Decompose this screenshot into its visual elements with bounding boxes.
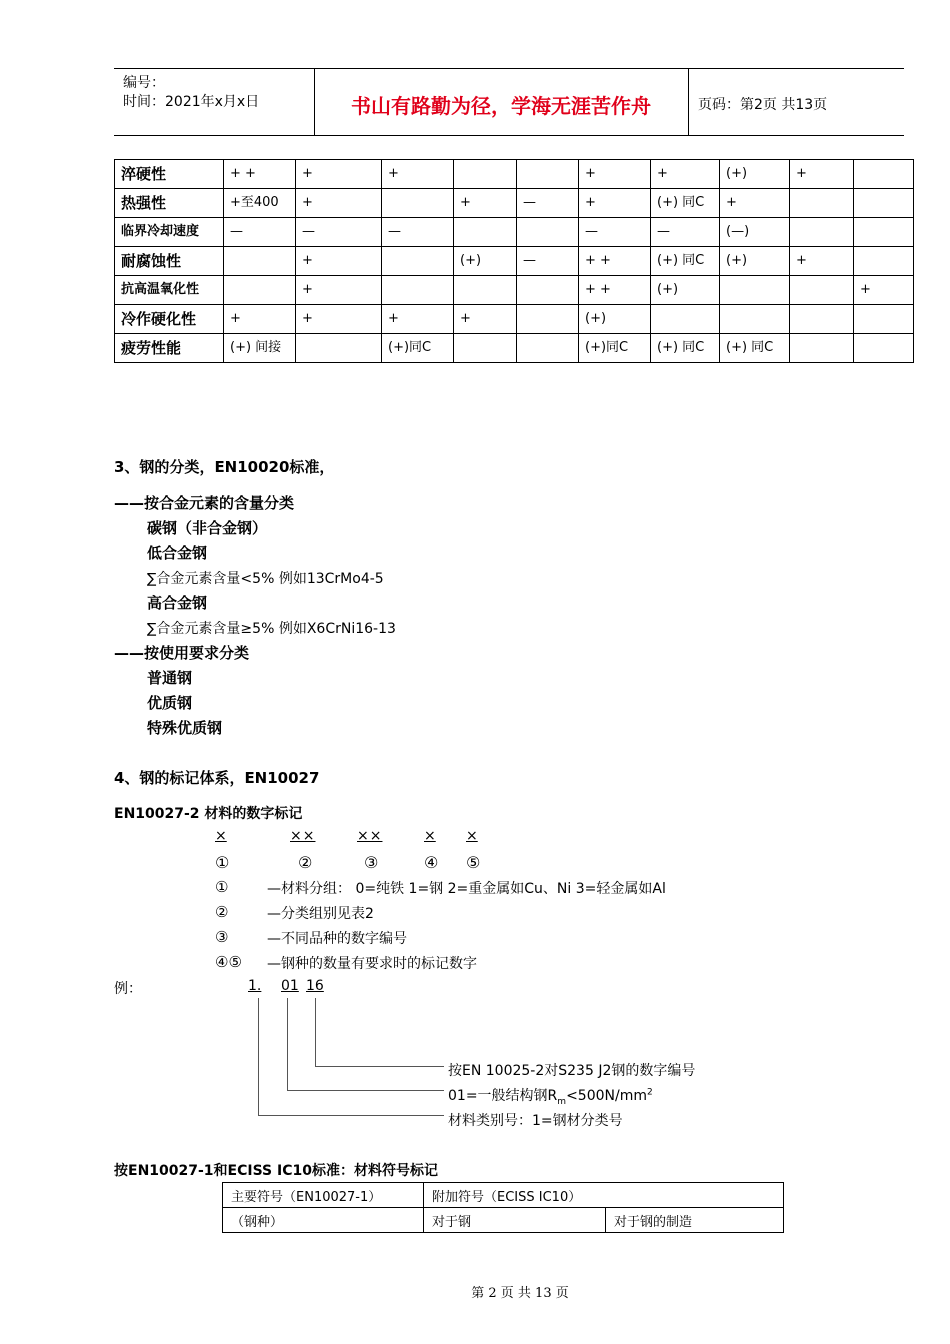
property-cell: + [224, 305, 296, 334]
property-cell: (—) [720, 218, 790, 247]
symbol-marking-title: 按EN10027-1和ECISS IC10标准：材料符号标记 [114, 1163, 438, 1179]
property-cell: + [296, 189, 382, 218]
property-cell: — [579, 218, 651, 247]
def-key: ③ [215, 928, 229, 946]
property-cell: (+)同C [382, 334, 454, 363]
header-bottom-rule [114, 135, 904, 136]
property-cell: + [454, 189, 517, 218]
property-cell [790, 189, 854, 218]
property-cell [854, 247, 914, 276]
property-label: 冷作硬化性 [115, 305, 224, 334]
property-row [115, 305, 914, 334]
def-key: ② [215, 903, 229, 921]
property-cell [720, 305, 790, 334]
property-label: 疲劳性能 [115, 334, 224, 363]
leader-line [287, 1090, 444, 1091]
classify-by-use: ——按使用要求分类 [114, 644, 250, 662]
pattern-x3: ×× [357, 828, 383, 844]
low-alloy-steel: 低合金钢 [147, 544, 208, 562]
property-cell [382, 247, 454, 276]
property-cell [790, 334, 854, 363]
property-cell: — [651, 218, 720, 247]
example-part-3: 16 [306, 978, 324, 994]
property-cell: + + [579, 247, 651, 276]
property-cell [382, 189, 454, 218]
property-cell: (+) [720, 247, 790, 276]
property-cell [517, 160, 579, 189]
circle-1: ① [215, 853, 230, 872]
section-3-title: 3、钢的分类，EN10020标准， [114, 458, 335, 476]
circle-3: ③ [364, 853, 379, 872]
section-4-title: 4、钢的标记体系，EN10027 [114, 769, 320, 787]
property-cell [517, 334, 579, 363]
pattern-x1: × [215, 828, 227, 844]
property-cell: + [296, 160, 382, 189]
symbol-table [222, 1182, 784, 1233]
header-top-rule [114, 68, 904, 69]
property-cell: + [382, 305, 454, 334]
property-cell [790, 276, 854, 305]
property-cell: (+) 同C [651, 189, 720, 218]
quality-steel: 优质钢 [147, 694, 193, 712]
def-text: —分类组别见表2 [267, 906, 374, 922]
property-cell [454, 160, 517, 189]
page-footer: 第 2 页 共 13 页 [471, 1286, 569, 1301]
property-cell: (+) 同C [651, 334, 720, 363]
leader-line [315, 998, 316, 1066]
leader-line [258, 1115, 444, 1116]
property-cell: + [296, 276, 382, 305]
property-label: 热强性 [115, 189, 224, 218]
property-cell [454, 334, 517, 363]
numeric-marking-title: EN10027-2 材料的数字标记 [114, 806, 303, 822]
circle-2: ② [298, 853, 313, 872]
header-slogan: 书山有路勤为径，学海无涯苦作舟 [351, 94, 651, 118]
additional-symbol-header: 附加符号（ECISS IC10） [424, 1183, 784, 1208]
property-cell: (+)同C [579, 334, 651, 363]
page-indicator: 页码：第2页 共13页 [698, 97, 828, 113]
property-cell: + [651, 160, 720, 189]
high-alloy-desc: ∑合金元素含量≥5% 例如X6CrNi16-13 [147, 621, 396, 637]
def-key: ① [215, 878, 229, 896]
def-key: ④⑤ [215, 953, 242, 971]
property-cell: (+) 同C [720, 334, 790, 363]
property-cell: — [224, 218, 296, 247]
property-cell [790, 305, 854, 334]
property-cell: + [296, 247, 382, 276]
property-cell [651, 305, 720, 334]
property-label: 淬硬性 [115, 160, 224, 189]
property-cell: (+) 同C [651, 247, 720, 276]
property-cell: + [579, 160, 651, 189]
property-cell [382, 276, 454, 305]
leader-line [287, 998, 288, 1090]
property-cell: + [790, 247, 854, 276]
property-row [115, 189, 914, 218]
property-cell: — [517, 247, 579, 276]
special-quality-steel: 特殊优质钢 [147, 719, 223, 737]
example-note-1: 按EN 10025-2对S235 J2钢的数字编号 [448, 1063, 696, 1079]
property-cell [454, 218, 517, 247]
property-cell [854, 334, 914, 363]
property-cell [854, 160, 914, 189]
header-divider [688, 68, 689, 135]
property-cell [854, 218, 914, 247]
property-cell: (+) [579, 305, 651, 334]
property-cell: + [454, 305, 517, 334]
classify-by-alloy: ——按合金元素的含量分类 [114, 494, 295, 512]
circle-4: ④ [424, 853, 439, 872]
def-text: —材料分组： 0=纯铁 1=钢 2=重金属如Cu、Ni 3=轻金属如Al [267, 881, 666, 897]
leader-line [315, 1066, 444, 1067]
property-cell: + [579, 189, 651, 218]
property-cell: + [296, 305, 382, 334]
circle-5: ⑤ [466, 853, 481, 872]
low-alloy-desc: ∑合金元素含量<5% 例如13CrMo4-5 [147, 571, 384, 587]
leader-line [258, 998, 259, 1115]
property-cell: + [382, 160, 454, 189]
property-cell: (+) [651, 276, 720, 305]
property-row [115, 218, 914, 247]
property-row [115, 160, 914, 189]
property-cell [720, 276, 790, 305]
example-note-3: 材料类别号：1=钢材分类号 [448, 1113, 623, 1129]
property-cell [224, 276, 296, 305]
pattern-x5: × [466, 828, 478, 844]
property-cell [517, 276, 579, 305]
property-cell: +至400 [224, 189, 296, 218]
def-text: —不同品种的数字编号 [267, 931, 407, 947]
property-cell [454, 276, 517, 305]
property-cell [224, 247, 296, 276]
property-cell [517, 305, 579, 334]
doc-number-label: 编号： [123, 75, 165, 91]
for-steel-cell: 对于钢 [424, 1208, 606, 1233]
steel-kind-cell: （钢种） [223, 1208, 424, 1233]
example-part-2: 01 [281, 978, 299, 994]
doc-time-label: 时间：2021年x月x日 [123, 94, 260, 110]
property-cell [790, 218, 854, 247]
property-row [115, 276, 914, 305]
property-table [114, 159, 914, 363]
property-label: 耐腐蚀性 [115, 247, 224, 276]
property-cell [854, 189, 914, 218]
property-label: 临界冷却速度 [115, 218, 224, 247]
property-cell: (+) [454, 247, 517, 276]
high-alloy-steel: 高合金钢 [147, 594, 208, 612]
for-steel-making-cell: 对于钢的制造 [606, 1208, 784, 1233]
property-cell: — [382, 218, 454, 247]
main-symbol-header: 主要符号（EN10027-1） [223, 1183, 424, 1208]
carbon-steel: 碳钢（非合金钢） [147, 519, 268, 537]
property-cell: + + [579, 276, 651, 305]
property-cell [854, 305, 914, 334]
pattern-x4: × [424, 828, 436, 844]
property-cell: + [854, 276, 914, 305]
property-cell: (+) 间接 [224, 334, 296, 363]
example-note-2: 01=一般结构钢$R_m<500N/mm^2$ [448, 1087, 653, 1107]
example-label: 例： [114, 981, 142, 997]
property-row [115, 247, 914, 276]
header-divider [314, 68, 315, 135]
property-row [115, 334, 914, 363]
pattern-x2: ×× [290, 828, 316, 844]
property-cell [517, 218, 579, 247]
property-cell [296, 334, 382, 363]
property-cell: + [720, 189, 790, 218]
property-cell: — [517, 189, 579, 218]
common-steel: 普通钢 [147, 669, 193, 687]
example-part-1: 1. [248, 978, 262, 994]
property-cell: — [296, 218, 382, 247]
def-text: —钢种的数量有要求时的标记数字 [267, 956, 477, 972]
property-cell: + + [224, 160, 296, 189]
property-cell: (+) [720, 160, 790, 189]
property-cell: + [790, 160, 854, 189]
property-label: 抗高温氧化性 [115, 276, 224, 305]
